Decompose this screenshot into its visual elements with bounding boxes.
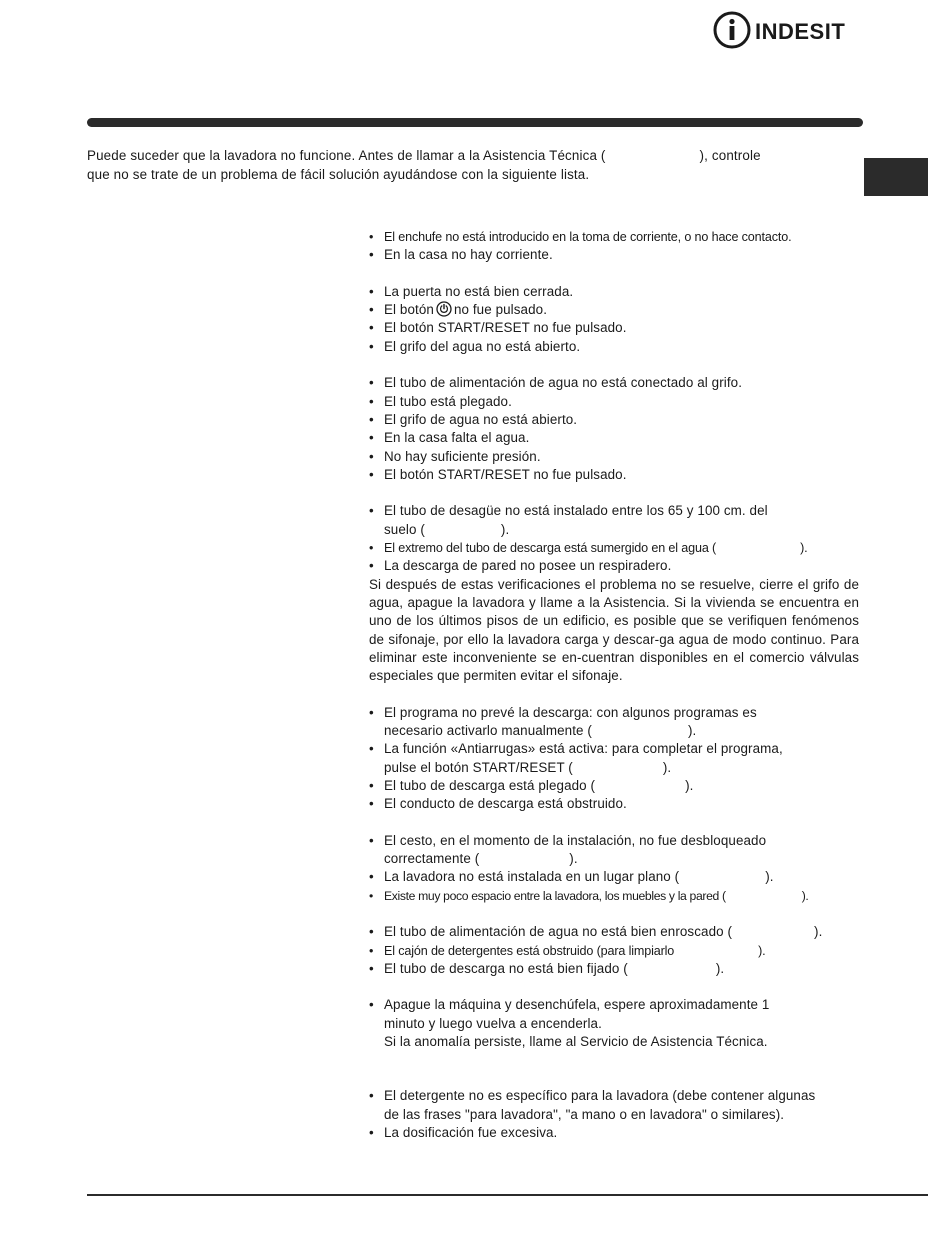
list-item: • El cesto, en el momento de la instalación, no fue desbloqueado correctamente ( ). xyxy=(369,832,859,869)
note-paragraph: Si después de estas verificaciones el problema no se resuelve, cierre el grifo de agua, apague la lavadora y llame a la Asistencia. Si la vivienda se encuentra en uno de los últimos pisos de un edificio, es posible que se verifiquen fenómenos de sifonaje, por ello la lavadora carga y descar-ga agua de modo continuo. Para eliminar este inconveniente se en-cuentran disponibles en el comercio válvulas especiales que permiten evitar el sifonaje. xyxy=(369,576,859,684)
list-item: • En la casa falta el agua. xyxy=(369,429,859,447)
list-item: • El tubo de alimentación de agua no está bien enroscado ( ). xyxy=(369,923,859,941)
problem-group xyxy=(369,996,859,1051)
list-item: • El tubo está plegado. xyxy=(369,393,859,411)
list-item: • Apague la máquina y desenchúfela, espere aproximadamente 1 minuto y luego vuelva a encenderla. Si la anomalía persiste, llame al Servicio de Asistencia Técnica. xyxy=(369,996,859,1051)
intro-line-1: Puede suceder que la lavadora no funcione. Antes de llamar a la Asistencia Técnica ( ), controle xyxy=(87,148,761,163)
list-item: • El enchufe no está introducido en la toma de corriente, o no hace contacto. xyxy=(369,228,859,246)
list-item: • La función «Antiarrugas» está activa: para completar el programa, pulse el botón START/RESET ( ). xyxy=(369,740,859,777)
list-item: • La dosificación fue excesiva. xyxy=(369,1124,859,1142)
list-item: • El detergente no es específico para la lavadora (debe contener algunas de las frases "para lavadora", "a mano o en lavadora" o similares). xyxy=(369,1087,859,1124)
list-item: • El tubo de descarga no está bien fijado ( ). xyxy=(369,960,859,978)
list-item: • El cajón de detergentes está obstruido (para limpiarlo ). xyxy=(369,942,859,960)
list-item: • La lavadora no está instalada en un lugar plano ( ). xyxy=(369,868,859,886)
intro-line-2: que no se trate de un problema de fácil solución ayudándose con la siguiente lista. xyxy=(87,167,590,182)
list-item: • Existe muy poco espacio entre la lavadora, los muebles y la pared ( ). xyxy=(369,887,859,905)
power-button-icon xyxy=(436,301,452,317)
list-item: • El programa no prevé la descarga: con algunos programas es necesario activarlo manualmente ( ). xyxy=(369,704,859,741)
problem-group xyxy=(369,923,859,978)
list-item: • El botón START/RESET no fue pulsado. xyxy=(369,466,859,484)
bottom-rule xyxy=(87,1194,928,1196)
list-item: • El grifo del agua no está abierto. xyxy=(369,338,859,356)
list-item: • El botón START/RESET no fue pulsado. xyxy=(369,319,859,337)
list-item: • La puerta no está bien cerrada. xyxy=(369,283,859,301)
list-item: • En la casa no hay corriente. xyxy=(369,246,859,264)
list-item: • El conducto de descarga está obstruido. xyxy=(369,795,859,813)
brand-name: INDESIT xyxy=(755,19,846,44)
troubleshooting-list xyxy=(369,228,859,1161)
list-item: • No hay suficiente presión. xyxy=(369,448,859,466)
list-item: • El tubo de desagüe no está instalado entre los 65 y 100 cm. del suelo ( ). xyxy=(369,502,859,539)
intro-paragraph xyxy=(87,146,847,184)
indesit-i-logo xyxy=(712,10,868,50)
list-item: • El grifo de agua no está abierto. xyxy=(369,411,859,429)
problem-group xyxy=(369,374,859,484)
problem-group xyxy=(369,1087,859,1142)
list-item: • La descarga de pared no posee un respiradero. xyxy=(369,557,859,575)
list-item: • El tubo de descarga está plegado ( ). xyxy=(369,777,859,795)
section-tab xyxy=(864,158,928,196)
problem-group xyxy=(369,832,859,905)
list-item: • El tubo de alimentación de agua no está conectado al grifo. xyxy=(369,374,859,392)
problem-group xyxy=(369,502,859,685)
list-item: • El botón no fue pulsado. xyxy=(369,301,859,319)
top-rule xyxy=(87,118,863,127)
problem-group xyxy=(369,283,859,356)
list-item: • El extremo del tubo de descarga está sumergido en el agua ( ). xyxy=(369,539,859,557)
brand-logo xyxy=(712,10,868,50)
problem-group xyxy=(369,228,859,265)
problem-group xyxy=(369,704,859,814)
